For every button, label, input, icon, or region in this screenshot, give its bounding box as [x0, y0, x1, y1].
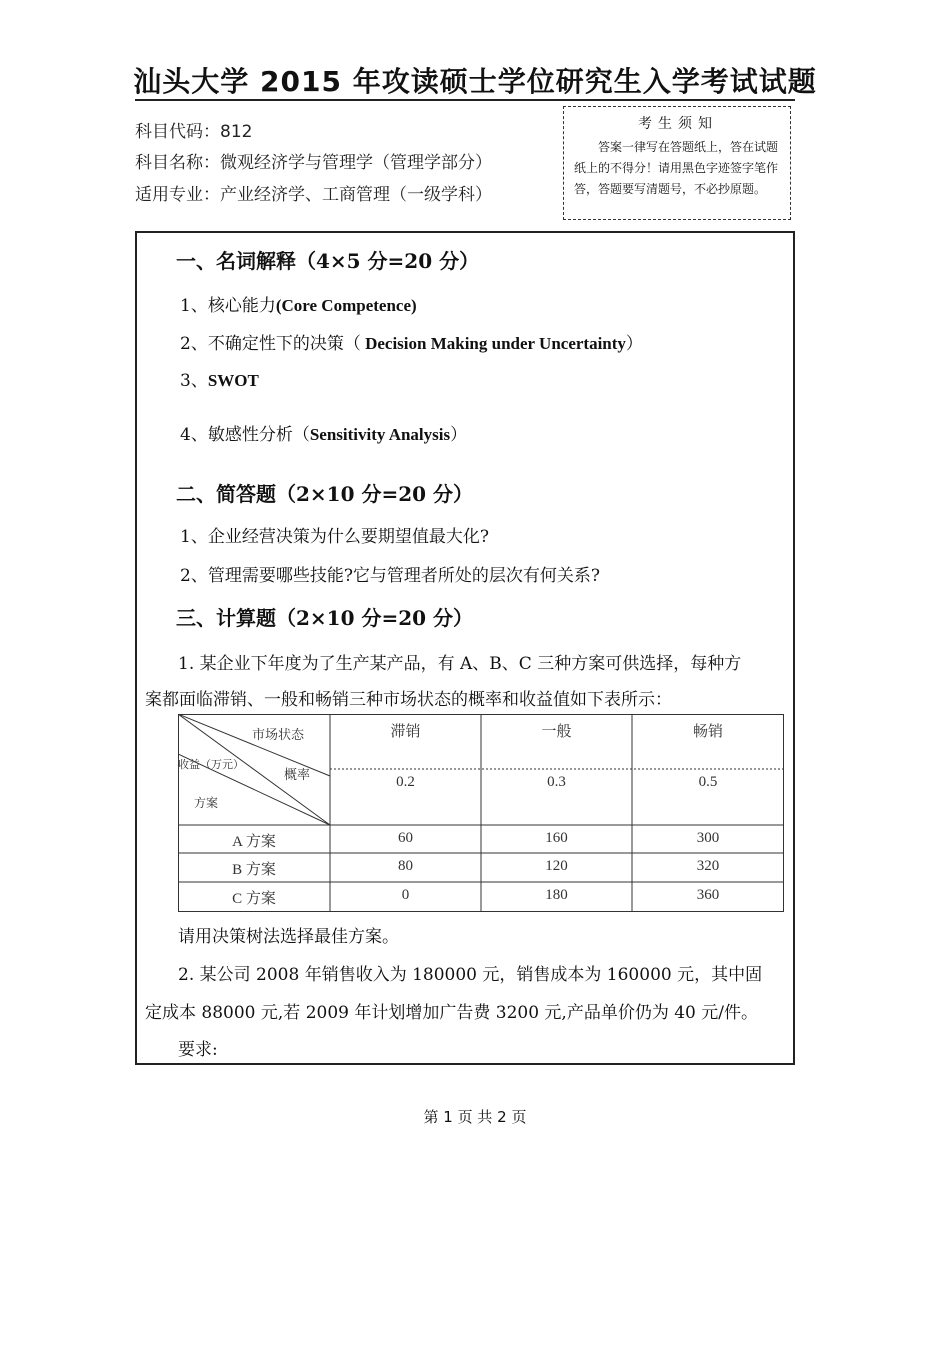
corner-market-label: 市场状态 [252, 728, 305, 743]
table-cell: 120 [545, 858, 568, 874]
calc-q2-line2: 定成本 88000 元,若 2009 年计划增加广告费 3200 元,产品单价仍为 40 元/件。 [145, 1003, 759, 1023]
corner-profit-label: 收益（万元） [178, 758, 244, 771]
row-label-c: C 方案 [232, 891, 276, 907]
exam-title: 汕头大学 2015 年攻读硕士学位研究生入学考试试题 [133, 65, 817, 98]
applicable-majors: 适用专业：产业经济学、工商管理（一级学科） [135, 185, 492, 205]
short-question-1: 1、企业经营决策为什么要期望值最大化? [180, 527, 489, 547]
table-cell: 60 [398, 830, 413, 846]
calc-q1-line1: 1. 某企业下年度为了生产某产品，有 A、B、C 三种方案可供选择，每种方 [178, 654, 742, 674]
table-cell: 300 [696, 830, 720, 846]
calc-q1-instruction: 请用决策树法选择最佳方案。 [178, 927, 399, 947]
calc-q2-requirement: 要求: [178, 1040, 218, 1060]
col-header-slow: 滞销 [390, 724, 421, 740]
table-cell: 0 [401, 887, 410, 903]
notice-title: 考生须知 [638, 116, 718, 132]
prob-cell: 0.2 [396, 774, 415, 790]
calc-q1-line2: 案都面临滞销、一般和畅销三种市场状态的概率和收益值如下表所示： [145, 690, 672, 710]
table-cell: 160 [545, 830, 568, 846]
calc-q2-line1: 2. 某公司 2008 年销售收入为 180000 元，销售成本为 160000 元，其中固 [178, 965, 763, 985]
term-item-2: 2、不确定性下的决策（ Decision Making under Uncertainty） [180, 334, 643, 354]
section3-heading: 三、计算题（2×10 分=20 分） [176, 606, 474, 630]
prob-cell: 0.5 [698, 774, 718, 790]
notice-body: 答案一律写在答题纸上，答在试题纸上的不得分！请用黑色字迹签字笔作答，答题要写清题号，不必抄原题。 [574, 140, 779, 196]
section1-heading: 一、名词解释（4×5 分=20 分） [176, 249, 480, 273]
short-question-2: 2、管理需要哪些技能?它与管理者所处的层次有何关系? [180, 566, 601, 586]
term-item-4: 4、敏感性分析（Sensitivity Analysis） [180, 425, 468, 445]
term-item-3: 3、SWOT [180, 371, 259, 391]
prob-cell: 0.3 [547, 774, 566, 790]
title-underline [135, 99, 795, 101]
candidate-notice [563, 106, 791, 220]
subject-name: 科目名称：微观经济学与管理学（管理学部分） [135, 153, 492, 173]
col-header-normal: 一般 [541, 724, 572, 740]
table-cell: 320 [696, 858, 720, 874]
corner-prob-label: 概率 [284, 768, 311, 783]
table-cell: 80 [398, 858, 413, 874]
corner-plan-label: 方案 [194, 796, 219, 810]
col-header-hot: 畅销 [692, 724, 723, 740]
section2-heading: 二、简答题（2×10 分=20 分） [176, 482, 474, 506]
table-cell: 180 [545, 887, 568, 903]
payoff-table [178, 714, 784, 912]
subject-code: 科目代码：812 [135, 122, 253, 142]
page-footer: 第 1 页 共 2 页 [423, 1108, 527, 1126]
row-label-a: A 方案 [232, 834, 276, 850]
table-grid [178, 714, 784, 912]
row-label-b: B 方案 [232, 862, 276, 878]
term-item-1: 1、核心能力(Core Competence) [180, 296, 417, 316]
table-cell: 360 [696, 887, 720, 903]
